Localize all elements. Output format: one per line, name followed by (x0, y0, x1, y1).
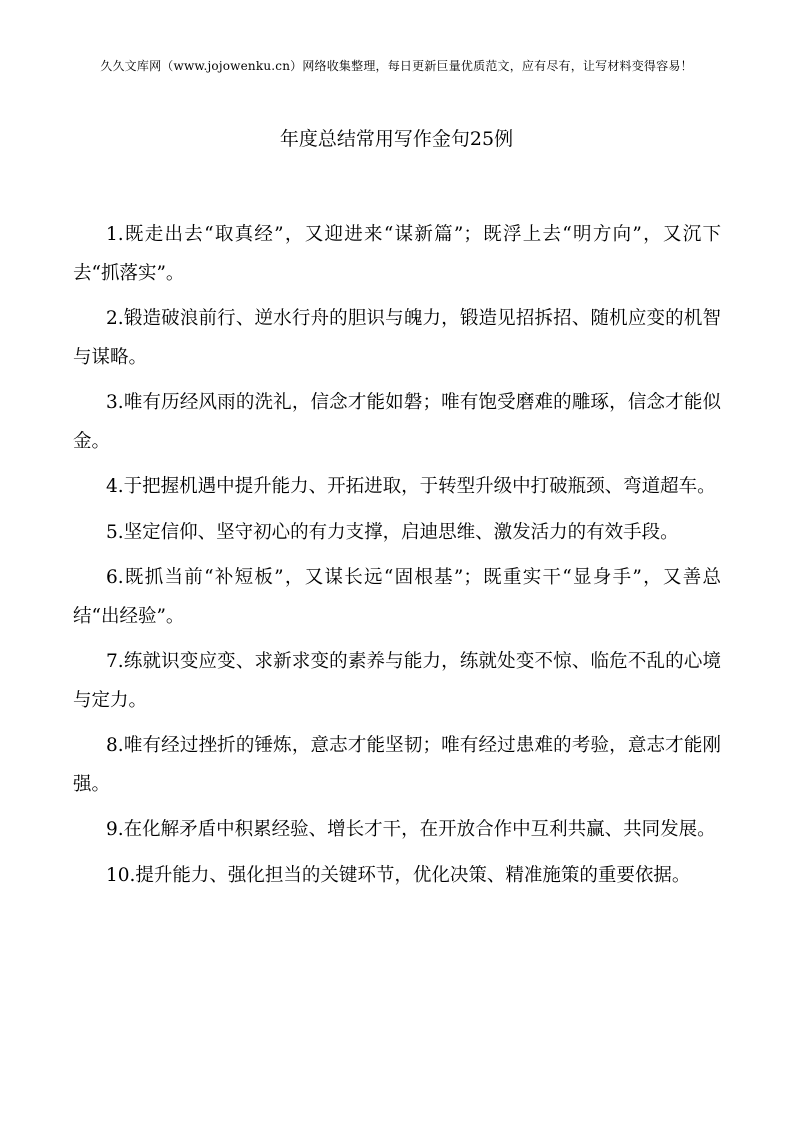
paragraph-7: 7.练就识变应变、求新求变的素养与能力，练就处变不惊、临危不乱的心境与定力。 (73, 651, 721, 711)
paragraph-10: 10.提升能力、强化担当的关键环节，优化决策、精准施策的重要依据。 (106, 864, 691, 886)
document-title: 年度总结常用写作金句25例 (279, 128, 514, 150)
paragraph-2: 2.锻造破浪前行、逆水行舟的胆识与魄力，锻造见招拆招、随机应变的机智与谋略。 (73, 308, 721, 368)
paragraph-4: 4.于把握机遇中提升能力、开拓进取，于转型升级中打破瓶颈、弯道超车。 (106, 476, 716, 497)
document-body (73, 216, 721, 902)
paragraph-8: 8.唯有经过挫折的锤炼，意志才能坚韧；唯有经过患难的考验，意志才能刚强。 (73, 735, 721, 795)
paragraph-6: 6.既抓当前“补短板”，又谋长远“固根基”；既重实干“显身手”，又善总结“出经验”。 (73, 567, 721, 627)
header-note: 久久文库网（www.jojowenku.cn）网络收集整理，每日更新巨量优质范文，应有尽有，让写材料变得容易！ (100, 59, 693, 73)
paragraph-3: 3.唯有历经风雨的洗礼，信念才能如磐；唯有饱受磨难的雕琢，信念才能似金。 (73, 392, 721, 452)
paragraph-1: 1.既走出去“取真经”，又迎进来“谋新篇”；既浮上去“明方向”，又沉下去“抓落实”。 (73, 224, 721, 284)
paragraph-5: 5.坚定信仰、坚守初心的有力支撑，启迪思维、激发活力的有效手段。 (106, 521, 679, 543)
paragraph-9: 9.在化解矛盾中积累经验、增长才干，在开放合作中互利共赢、共同发展。 (106, 819, 716, 840)
